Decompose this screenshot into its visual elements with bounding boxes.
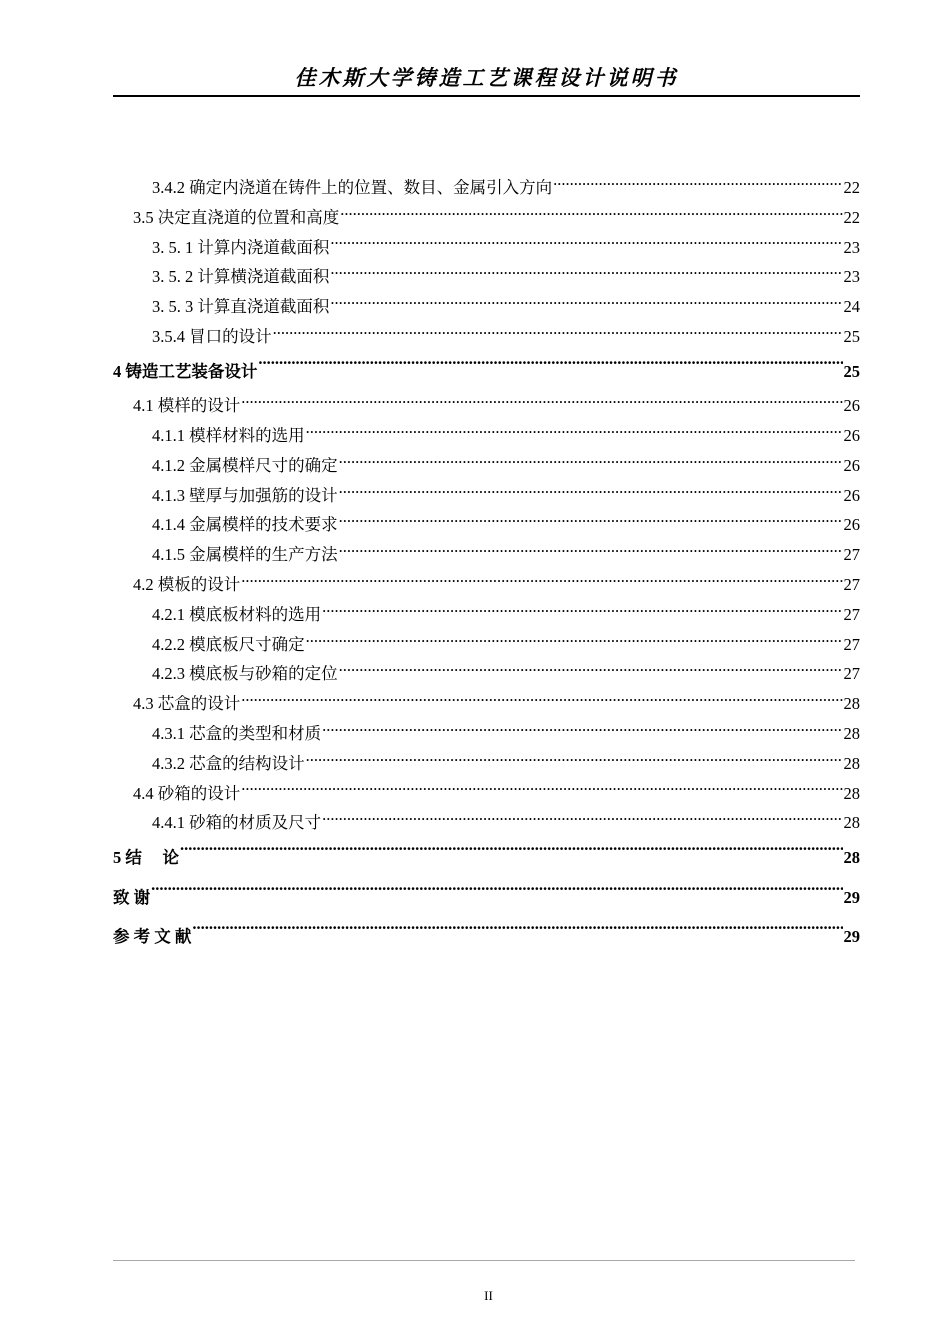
toc-entry-title: 4.4 砂箱的设计 bbox=[133, 783, 241, 803]
toc-entry-page: 27 bbox=[843, 545, 860, 565]
toc-entry[interactable] bbox=[113, 600, 860, 630]
toc-entry-title: 4.1.3 壁厚与加强筋的设计 bbox=[152, 485, 338, 505]
toc-dot-leader bbox=[322, 723, 842, 740]
toc-dot-leader bbox=[330, 266, 842, 283]
toc-entry[interactable] bbox=[113, 322, 860, 352]
toc-entry-page: 28 bbox=[843, 753, 860, 773]
toc-entry-title: 3.5 决定直浇道的位置和高度 bbox=[133, 207, 340, 227]
toc-entry-page: 26 bbox=[843, 485, 860, 505]
toc-entry-page: 26 bbox=[843, 515, 860, 535]
toc-entry[interactable] bbox=[113, 233, 860, 263]
toc-entry-title: 4.2.3 模底板与砂箱的定位 bbox=[152, 664, 338, 684]
toc-entry-page: 28 bbox=[843, 783, 860, 803]
toc-entry[interactable] bbox=[113, 689, 860, 719]
toc-entry-title: 4.1.5 金属模样的生产方法 bbox=[152, 545, 338, 565]
toc-entry-title: 4.1.1 模样材料的选用 bbox=[152, 426, 305, 446]
toc-entry-page: 22 bbox=[843, 178, 860, 197]
toc-entry-page: 25 bbox=[843, 326, 860, 346]
header-title: 佳木斯大学铸造工艺课程设计说明书 bbox=[294, 65, 679, 90]
toc-dot-leader bbox=[151, 886, 842, 903]
toc-entry-title: 参 考 文 献 bbox=[113, 927, 192, 947]
toc-entry-page: 28 bbox=[843, 848, 860, 868]
toc-entry-page: 22 bbox=[843, 207, 860, 227]
toc-entry-page: 26 bbox=[843, 426, 860, 446]
toc-entry-page: 28 bbox=[843, 724, 860, 744]
toc-entry-page: 26 bbox=[843, 396, 860, 416]
toc-entry-page: 23 bbox=[843, 267, 860, 287]
toc-entry[interactable] bbox=[113, 779, 860, 809]
toc-dot-leader bbox=[339, 454, 843, 471]
toc-entry-title: 4.4.1 砂箱的材质及尺寸 bbox=[152, 813, 322, 833]
toc-entry[interactable] bbox=[113, 292, 860, 322]
toc-dot-leader bbox=[340, 206, 842, 223]
toc-entry-page: 28 bbox=[843, 694, 860, 714]
toc-entry-title: 4.2.2 模底板尺寸确定 bbox=[152, 634, 305, 654]
toc-entry[interactable] bbox=[113, 838, 860, 878]
toc-entry-title: 3. 5. 2 计算横浇道截面积 bbox=[152, 267, 330, 287]
toc-entry-page: 26 bbox=[843, 455, 860, 475]
toc-entry[interactable] bbox=[113, 481, 860, 511]
toc-entry-title: 4.2 模板的设计 bbox=[133, 575, 241, 595]
toc-entry-page: 27 bbox=[843, 664, 860, 684]
toc-entry[interactable] bbox=[113, 808, 860, 838]
toc-entry-page: 27 bbox=[843, 604, 860, 624]
toc-entry-title: 3. 5. 3 计算直浇道截面积 bbox=[152, 297, 330, 317]
toc-entry[interactable] bbox=[113, 510, 860, 540]
page-header bbox=[113, 62, 860, 97]
toc-entry-title: 4.2.1 模底板材料的选用 bbox=[152, 604, 322, 624]
toc-entry-page: 29 bbox=[843, 887, 860, 907]
toc-entry-title: 4.1.4 金属模样的技术要求 bbox=[152, 515, 338, 535]
toc-entry-page: 27 bbox=[843, 575, 860, 595]
toc-dot-leader bbox=[322, 812, 842, 829]
toc-entry-title: 3. 5. 1 计算内浇道截面积 bbox=[152, 237, 330, 257]
toc-entry[interactable] bbox=[113, 262, 860, 292]
toc-entry-title: 3.5.4 冒口的设计 bbox=[152, 326, 272, 346]
toc-entry[interactable] bbox=[113, 173, 860, 203]
toc-dot-leader bbox=[258, 360, 842, 377]
toc-entry-title: 4.3 芯盒的设计 bbox=[133, 694, 241, 714]
toc-entry-page: 23 bbox=[843, 237, 860, 257]
toc-dot-leader bbox=[322, 603, 842, 620]
toc-entry[interactable] bbox=[113, 917, 860, 957]
toc-entry-page: 28 bbox=[843, 813, 860, 833]
toc-entry[interactable] bbox=[113, 749, 860, 779]
toc-entry-title: 3.4.2 确定内浇道在铸件上的位置、数目、金属引入方向 bbox=[152, 178, 553, 197]
toc-dot-leader bbox=[273, 325, 843, 342]
toc-dot-leader bbox=[241, 574, 842, 591]
toc-entry-title: 4.1 模样的设计 bbox=[133, 396, 241, 416]
toc-entry-page: 27 bbox=[843, 634, 860, 654]
toc-dot-leader bbox=[553, 177, 842, 194]
toc-entry-title: 4 铸造工艺装备设计 bbox=[113, 361, 258, 381]
table-of-contents bbox=[113, 173, 860, 957]
page-number: II bbox=[484, 1288, 493, 1303]
toc-entry[interactable] bbox=[113, 391, 860, 421]
toc-entry[interactable] bbox=[113, 719, 860, 749]
toc-dot-leader bbox=[306, 633, 843, 650]
toc-entry[interactable] bbox=[113, 203, 860, 233]
toc-entry[interactable] bbox=[113, 630, 860, 660]
toc-entry-title: 4.3.2 芯盒的结构设计 bbox=[152, 753, 305, 773]
toc-dot-leader bbox=[241, 693, 842, 710]
toc-entry[interactable] bbox=[113, 540, 860, 570]
toc-entry[interactable] bbox=[113, 659, 860, 689]
toc-dot-leader bbox=[339, 663, 843, 680]
toc-entry-title: 致 谢 bbox=[113, 887, 151, 907]
toc-entry-page: 25 bbox=[843, 361, 860, 381]
toc-dot-leader bbox=[192, 926, 842, 943]
toc-dot-leader bbox=[330, 236, 842, 253]
toc-dot-leader bbox=[339, 514, 843, 531]
toc-entry[interactable] bbox=[113, 421, 860, 451]
toc-dot-leader bbox=[241, 782, 842, 799]
toc-entry-page: 29 bbox=[843, 927, 860, 947]
toc-entry[interactable] bbox=[113, 352, 860, 392]
toc-entry-page: 24 bbox=[843, 297, 860, 317]
toc-dot-leader bbox=[339, 544, 843, 561]
toc-dot-leader bbox=[180, 847, 843, 864]
toc-dot-leader bbox=[241, 395, 842, 412]
toc-entry-title: 4.1.2 金属模样尺寸的确定 bbox=[152, 455, 338, 475]
toc-entry[interactable] bbox=[113, 570, 860, 600]
toc-dot-leader bbox=[330, 296, 842, 313]
toc-entry-title: 4.3.1 芯盒的类型和材质 bbox=[152, 724, 322, 744]
toc-entry-title: 5 结 论 bbox=[113, 848, 179, 868]
footer-divider bbox=[113, 1260, 855, 1261]
toc-entry[interactable] bbox=[113, 878, 860, 918]
toc-dot-leader bbox=[339, 484, 843, 501]
toc-entry[interactable] bbox=[113, 451, 860, 481]
toc-dot-leader bbox=[306, 752, 843, 769]
toc-dot-leader bbox=[306, 425, 843, 442]
